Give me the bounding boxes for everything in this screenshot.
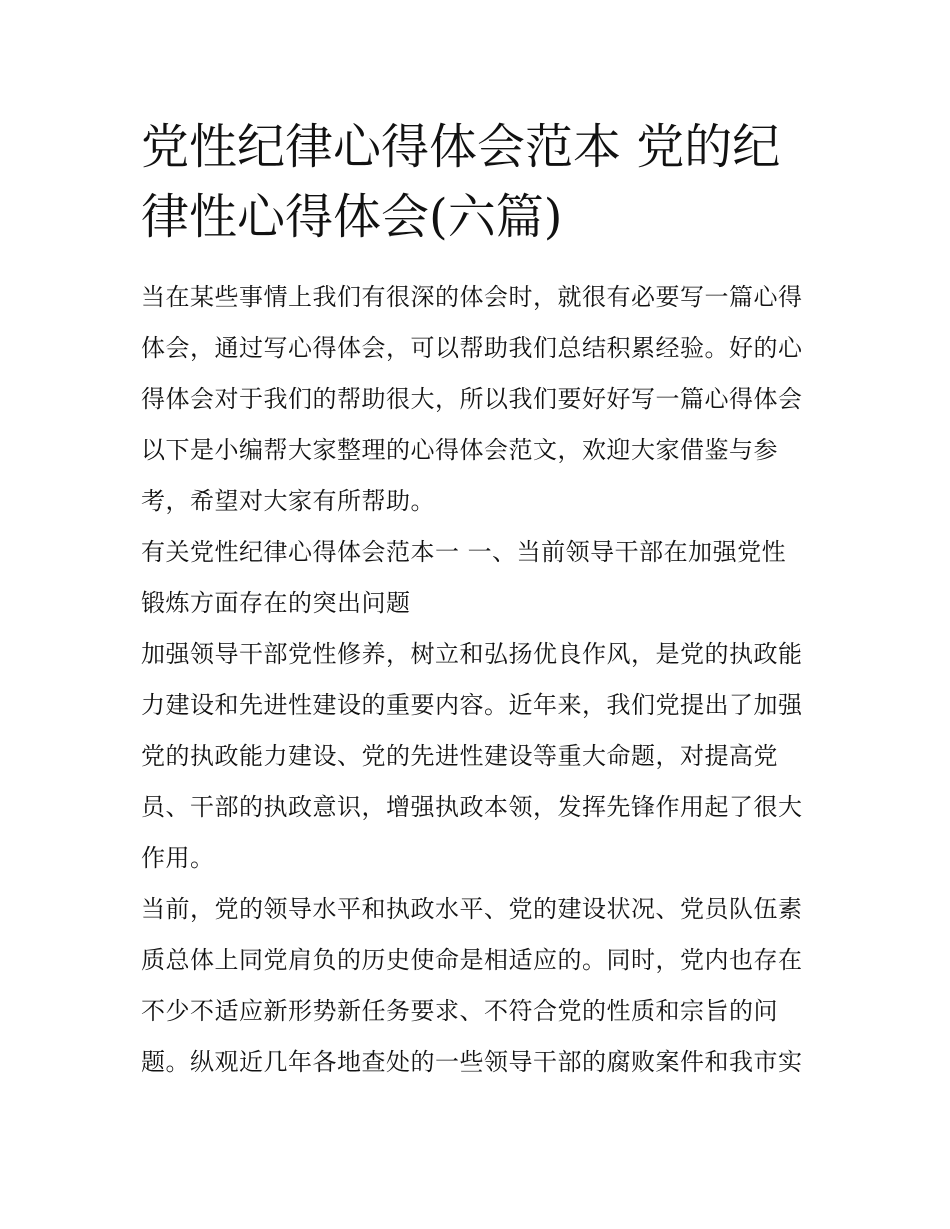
text-line: 体会，通过写心得体会，可以帮助我们总结积累经验。好的心 (141, 334, 803, 362)
text-line: 以下是小编帮大家整理的心得体会范文，欢迎大家借鉴与参 (141, 436, 778, 464)
text-line: 当在某些事情上我们有很深的体会时，就很有必要写一篇心得 (141, 283, 803, 311)
text-line: 加强领导干部党性修养，树立和弘扬优良作风，是党的执政能 (141, 640, 803, 668)
text-line: 题。纵观近几年各地查处的一些领导干部的腐败案件和我市实 (141, 1048, 803, 1076)
text-line: 员、干部的执政意识，增强执政本领，发挥先锋作用起了很大 (141, 793, 803, 821)
text-line: 质总体上同党肩负的历史使命是相适应的。同时，党内也存在 (141, 946, 803, 974)
text-line: 得体会对于我们的帮助很大，所以我们要好好写一篇心得体会 (141, 385, 803, 413)
text-line: 锻炼方面存在的突出问题 (141, 589, 411, 617)
title-line: 律性心得体会(六篇) (141, 189, 563, 245)
text-line: 不少不适应新形势新任务要求、不符合党的性质和宗旨的问 (141, 997, 778, 1025)
section-heading-paragraph (141, 527, 813, 629)
document-title (141, 112, 813, 252)
text-line: 考，希望对大家有所帮助。 (141, 487, 435, 515)
intro-paragraph (141, 272, 813, 527)
text-line: 力建设和先进性建设的重要内容。近年来，我们党提出了加强 (141, 691, 803, 719)
body-paragraph (141, 884, 813, 1088)
text-line: 作用。 (141, 844, 215, 872)
body-paragraph (141, 629, 813, 884)
document-page (141, 112, 813, 1088)
text-line: 当前，党的领导水平和执政水平、党的建设状况、党员队伍素 (141, 895, 803, 923)
text-line: 有关党性纪律心得体会范本一 一、当前领导干部在加强党性 (141, 538, 787, 566)
text-line: 党的执政能力建设、党的先进性建设等重大命题，对提高党 (141, 742, 778, 770)
title-line: 党性纪律心得体会范本 党的纪 (141, 119, 781, 175)
